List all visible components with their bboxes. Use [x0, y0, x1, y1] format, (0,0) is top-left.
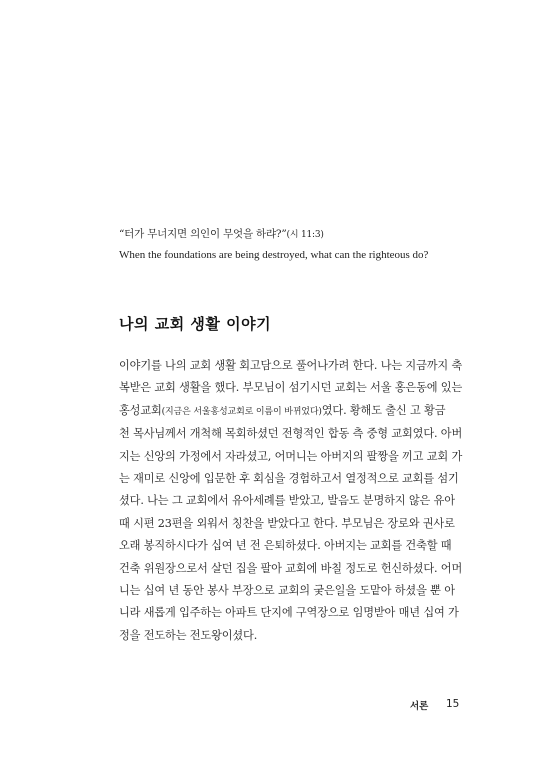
body-line: 니는 십여 년 동안 봉사 부장으로 교회의 궂은일을 도맡아 하셨을 뿐 아 [119, 584, 455, 598]
body-line: 건축 위원장으로서 살던 집을 팔아 교회에 바칠 정도로 헌신하셨다. 어머 [119, 561, 463, 575]
epigraph-english: When the foundations are being destroyed, what can the righteous do? [119, 249, 429, 261]
body-line: 오래 봉직하시다가 십여 년 전 은퇴하셨다. 아버지는 교회를 건축할 때 [119, 539, 452, 553]
body-line [119, 400, 446, 423]
body-line: 복받은 교회 생활을 했다. 부모님이 섬기시던 교회는 서울 홍은동에 있는 [119, 381, 463, 395]
body-line: 때 시편 23편을 외워서 칭찬을 받았다고 한다. 부모님은 장로와 권사로 [119, 516, 455, 530]
section-heading: 나의 교회 생활 이야기 [119, 315, 272, 333]
footer-section-label: 서론 [410, 701, 429, 712]
body-line: 천 목사님께서 개척해 목회하셨던 전형적인 합동 측 중형 교회였다. 아버 [119, 427, 463, 441]
body-line: 셨다. 나는 그 교회에서 유아세례를 받았고, 발음도 분명하지 않은 유아 [119, 494, 455, 508]
body-paragraph [119, 355, 463, 647]
body-line: 는 재미로 신앙에 입문한 후 회심을 경험하고서 열정적으로 교회를 섬기 [119, 472, 459, 486]
epigraph-korean-text: “터가 무너지면 의인이 무엇을 하랴?” [119, 228, 287, 240]
body-line: 정을 전도하는 전도왕이셨다. [119, 628, 258, 642]
body-line: 니라 새롭게 입주하는 아파트 단지에 구역장으로 임명받아 매년 십여 가 [119, 606, 459, 620]
page-number: 15 [446, 698, 460, 710]
body-line: 지는 신앙의 가정에서 자라셨고, 어머니는 아버지의 팔짱을 끼고 교회 가 [119, 449, 463, 463]
church-name: 홍성교회 [119, 403, 162, 417]
body-line-rest: 였다. 황해도 출신 고 황금 [321, 403, 446, 417]
body-line: 이야기를 나의 교회 생활 회고담으로 풀어나가려 한다. 나는 지금까지 축 [119, 359, 463, 372]
epigraph-reference: (시 11:3) [286, 230, 324, 240]
church-name-note: (지금은 서울홍성교회로 이름이 바뀌었다) [161, 406, 322, 417]
epigraph-korean [119, 226, 324, 241]
